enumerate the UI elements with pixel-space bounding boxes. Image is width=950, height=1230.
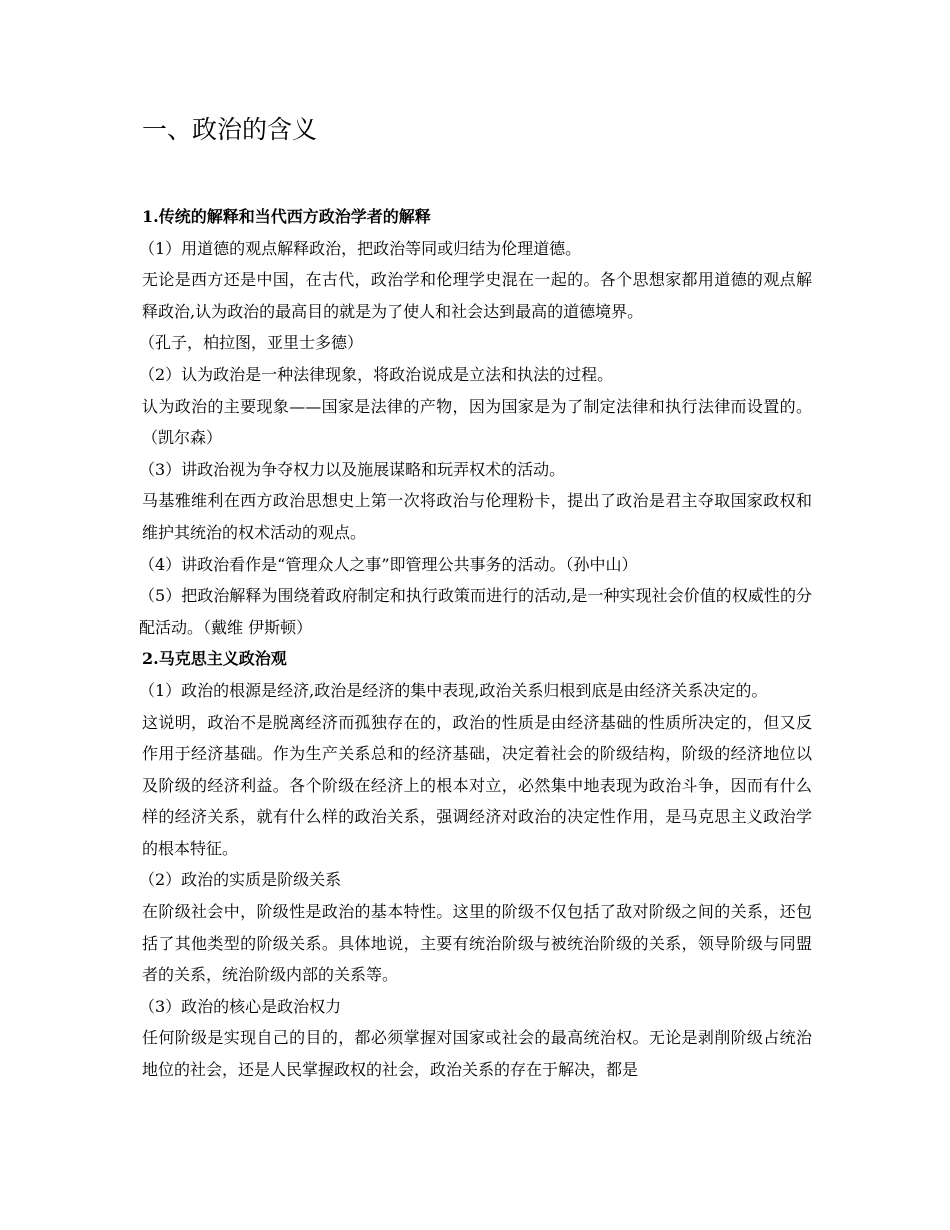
- subsection-point: （5）把政治解释为围绕着政府制定和执行政策而进行的活动,是一种实现社会价值的权威性的分配活动。（戴维 伊斯顿）: [139, 586, 812, 637]
- subsection-point: （2）认为政治是一种法律现象，将政治说成是立法和执法的过程。: [139, 364, 614, 384]
- body-paragraph: 马基雅维利在西方政治思想史上第一次将政治与伦理粉卡，提出了政治是君主夺取国家政权和维护其统治的权术活动的观点。: [142, 491, 812, 542]
- body-paragraph: 这说明，政治不是脱离经济而孤独存在的，政治的性质是由经济基础的性质所决定的，但又反作用于经济基础。作为生产关系总和的经济基础，决定着社会的阶级结构，阶级的经济地位以及阶级的经济利益。各个阶级在经济上的根本对立，必然集中地表现为政治斗争，因而有什么样的经济关系，就有什么样的政治关系，强调经济对政治的决定性作用，是马克思主义政治学的根本特征。: [142, 712, 812, 858]
- subsection-point: （3）政治的核心是政治权力: [139, 996, 342, 1016]
- body-paragraph: 无论是西方还是中国，在古代，政治学和伦理学史混在一起的。各个思想家都用道德的观点解释政治,认为政治的最高目的就是为了使人和社会达到最高的道德境界。: [142, 270, 812, 321]
- subsection-point: （2）政治的实质是阶级关系: [139, 870, 342, 890]
- subsection-point: （1）政治的根源是经济,政治是经济的集中表现,政治关系归根到底是由经济关系决定的。: [139, 680, 768, 700]
- subsection-point: （3）讲政治视为争夺权力以及施展谋略和玩弄权术的活动。: [139, 459, 566, 479]
- page-title: 一、政治的含义: [142, 115, 318, 144]
- body-paragraph: 任何阶级是实现自己的目的，都必须掌握对国家或社会的最高统治权。无论是剥削阶级占统治地位的社会，还是人民掌握政权的社会，政治关系的存在于解决，都是: [142, 1028, 812, 1080]
- subsection-point: （1）用道德的观点解释政治，把政治等同或归结为伦理道德。: [139, 238, 582, 258]
- subsection-point: （4）讲政治看作是“管理众人之事”即管理公共事务的活动。（孙中山）: [139, 554, 638, 574]
- section-heading: 2.马克思主义政治观: [142, 649, 287, 669]
- document-body: [139, 201, 812, 1086]
- subsection-point: （孔子，柏拉图，亚里士多德）: [139, 333, 364, 353]
- body-paragraph: 在阶级社会中，阶级性是政治的基本特性。这里的阶级不仅包括了敌对阶级之间的关系，还包括了其他类型的阶级关系。具体地说，主要有统治阶级与被统治阶级的关系，领导阶级与同盟者的关系，统治阶级内部的关系等。: [142, 902, 812, 985]
- body-paragraph: 认为政治的主要现象——国家是法律的产物，因为国家是为了制定法律和执行法律而设置的。（凯尔森）: [142, 396, 812, 448]
- section-heading: 1.传统的解释和当代西方政治学者的解释: [142, 207, 431, 226]
